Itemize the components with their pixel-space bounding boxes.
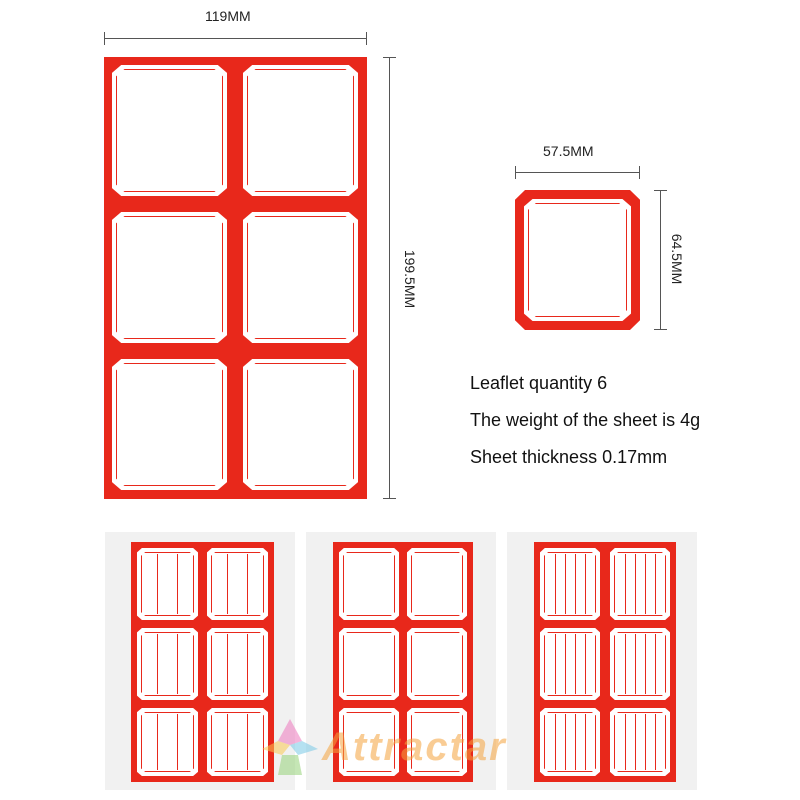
label-cell — [137, 628, 198, 700]
variant-sheet — [131, 542, 274, 782]
spec-weight: The weight of the sheet is 4g — [470, 410, 701, 430]
label-cell — [407, 628, 467, 700]
label-cell — [243, 359, 358, 490]
label-cell — [339, 628, 399, 700]
single-label-inner — [524, 199, 631, 321]
sheet-height-dimension-line — [389, 57, 390, 499]
single-label-width-dimension-line — [515, 172, 640, 173]
watermark-logo-icon — [258, 715, 322, 779]
label-cell — [243, 65, 358, 196]
label-cell — [243, 212, 358, 343]
label-cell — [112, 65, 227, 196]
sheet-height-label: 199.5MM — [402, 249, 418, 309]
label-cell — [610, 708, 670, 776]
variant-panel-three-lines — [507, 532, 697, 790]
label-cell — [112, 359, 227, 490]
label-cell — [610, 628, 670, 700]
spec-quantity: Leaflet quantity 6 — [470, 373, 608, 393]
main-label-sheet — [104, 57, 367, 499]
variant-sheet — [534, 542, 676, 782]
label-cell — [540, 548, 600, 620]
sheet-width-dimension-line — [104, 38, 367, 39]
single-label-height-label: 64.5MM — [669, 233, 685, 285]
single-label-width-label: 57.5MM — [543, 143, 594, 159]
watermark-text: Attractar — [322, 725, 507, 769]
label-cell — [610, 548, 670, 620]
sheet-width-label: 119MM — [205, 8, 251, 24]
label-cell — [540, 628, 600, 700]
label-cell — [207, 628, 268, 700]
label-cell — [339, 548, 399, 620]
single-label — [515, 190, 640, 330]
label-cell — [112, 212, 227, 343]
label-cell — [540, 708, 600, 776]
label-cell — [407, 548, 467, 620]
label-cell — [207, 548, 268, 620]
label-cell — [137, 708, 198, 776]
spec-thickness: Sheet thickness 0.17mm — [470, 447, 668, 467]
single-label-height-dimension-line — [660, 190, 661, 330]
label-cell — [137, 548, 198, 620]
